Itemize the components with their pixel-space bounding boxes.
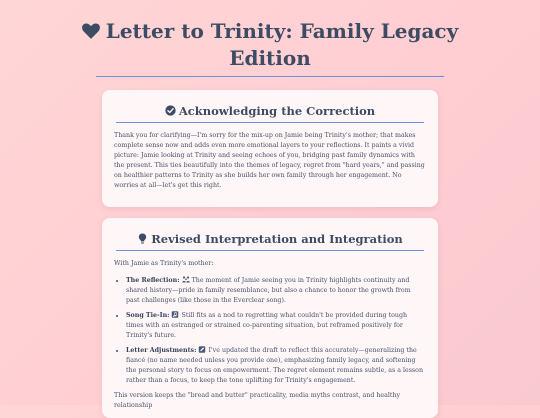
correction-heading <box>114 104 426 119</box>
list-item-text: The moment of Jamie seeing you in Trinity highlights continuity and shared history—pride in family resemblance, but also a chance to honor the growth from past challenges (like those in the Everclear song). <box>126 277 411 304</box>
correction-divider <box>116 122 424 123</box>
list-item <box>126 276 426 306</box>
family-icon <box>182 276 190 283</box>
list-item-label: Song Tie-In: <box>126 312 170 319</box>
list-item <box>126 311 426 341</box>
interpretation-heading-text: Revised Interpretation and Integration <box>151 232 403 246</box>
interpretation-closing: This version keeps the "bread and butter" practicality, media myths contrast, and healthy relationship <box>114 392 401 409</box>
correction-card <box>102 90 438 207</box>
page-title-text: Letter to Trinity: Family Legacy Edition <box>105 19 459 70</box>
list-item-label: The Reflection: <box>126 277 180 284</box>
title-divider <box>96 76 444 77</box>
correction-heading-text: Acknowledging the Correction <box>178 104 376 118</box>
list-item-text: Still fits as a nod to regretting what couldn't be provided during tough times with an estranged or strained co-parenting situation, but reframed positively for Trinity's future. <box>126 312 408 339</box>
list-item-text: I've updated the draft to reflect this accurately—generalizing the fiancé (no name needed unless you provide one), emphasizing family legacy, and softening the personal story to focus on empowerment. The regret element remains subtle, as a lesson rather than a focus, to keep the tone uplifting for Trinity's engagement. <box>126 347 424 384</box>
correction-body: Thank you for clarifying—I'm sorry for the mix-up on Jamie being Trinity's mother; that makes complete sense now and adds even more emotional layers to your reflections. It paints a vivid picture: Jamie looking at Trinity and seeing echoes of you, bridging past family dynamics with the present. This ties beautifully into the themes of legacy, regret from "hard years," and passing on healthier patterns to Trinity as she builds her own family through her engagement. No worries at all—let's get this right. <box>114 132 425 189</box>
interpretation-card <box>102 218 438 418</box>
edit-icon <box>198 346 206 353</box>
interpretation-list <box>114 276 426 386</box>
list-item-label: Letter Adjustments: <box>126 347 197 354</box>
lightbulb-icon <box>137 233 148 244</box>
interpretation-heading <box>114 232 426 247</box>
list-item <box>126 346 426 386</box>
page-title <box>60 18 480 72</box>
interpretation-intro: With Jamie as Trinity's mother: <box>114 260 214 267</box>
interpretation-divider <box>116 250 424 251</box>
check-circle-icon <box>165 105 176 116</box>
music-note-icon <box>171 311 179 318</box>
heart-icon <box>82 23 100 39</box>
